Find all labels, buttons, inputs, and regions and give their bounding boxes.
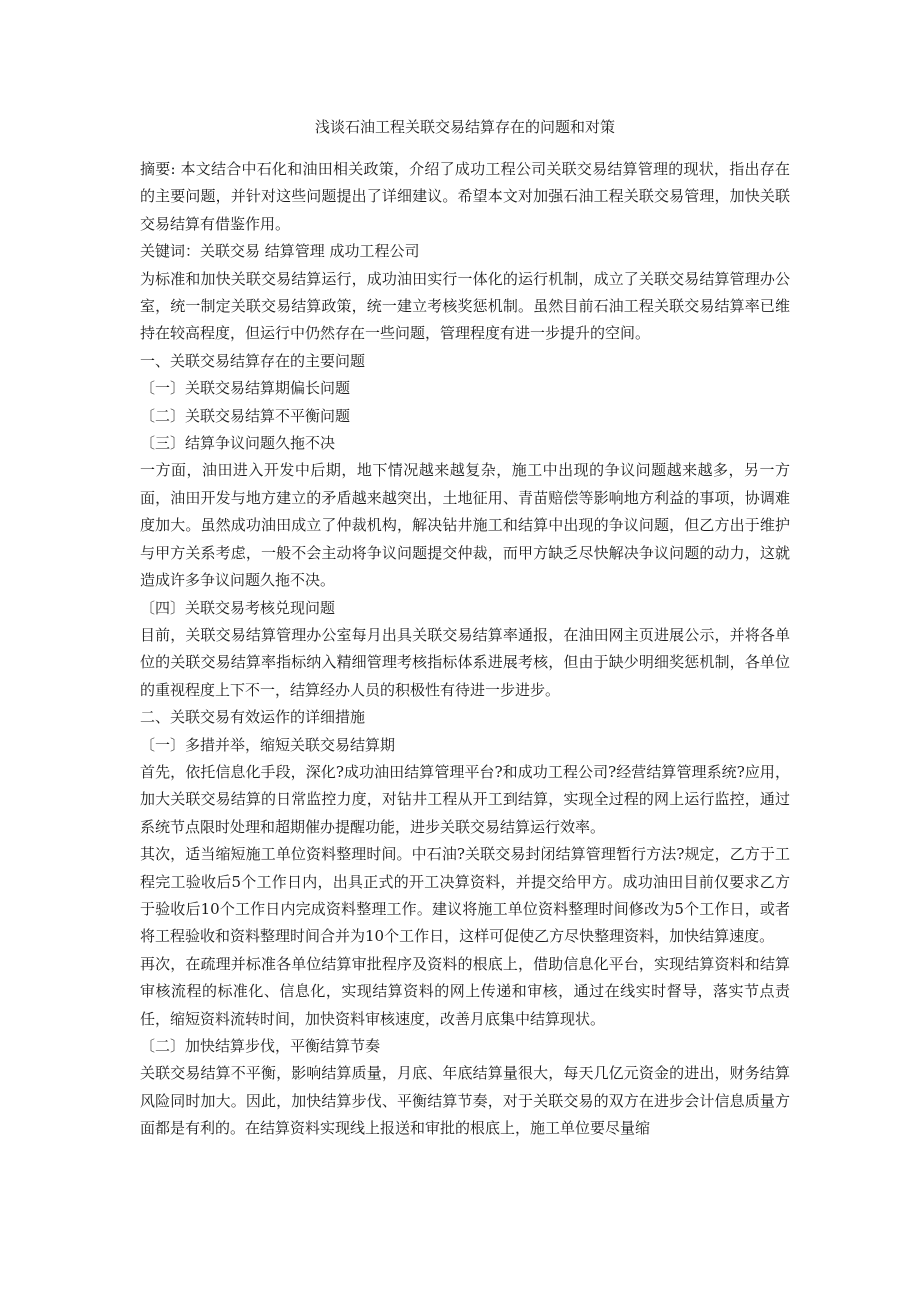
measure-third-paragraph: 再次，在疏理并标准各单位结算审批程序及资料的根底上，借助信息化平台，实现结算资料和结算审核流程的标准化、信息化，实现结算资料的网上传递和审核，通过在线实时督导，落实节点责任，缩短资料流转时间，加快资料审核速度，改善月底集中结算现状。: [140, 954, 790, 1028]
subsection-heading-2-2: 〔二〕加快结算步伐，平衡结算节奏: [140, 1037, 381, 1055]
subsection-heading-1-3: 〔三〕结算争议问题久拖不决: [140, 434, 336, 453]
keywords-line: 关键词：关联交易 结算管理 成功工程公司: [140, 242, 420, 261]
document-body: [140, 156, 790, 1143]
subsection-heading-1-4: 〔四〕关联交易考核兑现问题: [140, 598, 336, 617]
balance-paragraph: 关联交易结算不平衡，影响结算质量，月底、年底结算量很大，每天几亿元资金的进出，财务结算风险同时加大。因此，加快结算步伐、平衡结算节奏，对于关联交易的双方在进步会计信息质量方面都是有利的。在结算资料实现线上报送和审批的根底上，施工单位要尽量缩: [140, 1064, 790, 1138]
subsection-heading-1-1: 〔一〕关联交易结算期偏长问题: [140, 379, 351, 398]
document-title: 浅谈石油工程关联交易结算存在的问题和对策: [314, 118, 615, 136]
subsection-heading-2-1: 〔一〕多措并举，缩短关联交易结算期: [140, 735, 396, 754]
measure-first-paragraph: 首先，依托信息化手段，深化?成功油田结算管理平台?和成功工程公司?经营结算管理系统?应用，加大关联交易结算的日常监控力度，对钻井工程从开工到结算，实现全过程的网上运行监控，通过系统节点限时处理和超期催办提醒功能，进步关联交易结算运行效率。: [140, 762, 790, 836]
intro-paragraph: 为标准和加快关联交易结算运行，成功油田实行一体化的运行机制，成立了关联交易结算管理办公室，统一制定关联交易结算政策，统一建立考核奖惩机制。虽然目前石油工程关联交易结算率已维持在较高程度，但运行中仍然存在一些问题，管理程度有进一步提升的空间。: [140, 269, 790, 343]
assessment-paragraph: 目前，关联交易结算管理办公室每月出具关联交易结算率通报，在油田网主页进展公示，并将各单位的关联交易结算率指标纳入精细管理考核指标体系进展考核，但由于缺少明细奖惩机制，各单位的重视程度上下不一，结算经办人员的积极性有待进一步进步。: [140, 625, 790, 699]
subsection-heading-1-2: 〔二〕关联交易结算不平衡问题: [140, 406, 351, 425]
dispute-paragraph: 一方面，油田进入开发中后期，地下情况越来越复杂，施工中出现的争议问题越来越多，另一方面，油田开发与地方建立的矛盾越来越突出，土地征用、青苗赔偿等影响地方利益的事项，协调难度加大。虽然成功油田成立了仲裁机构，解决钻井施工和结算中出现的争议问题，但乙方出于维护与甲方关系考虑，一般不会主动将争议问题提交仲裁，而甲方缺乏尽快解决争议问题的动力，这就造成许多争议问题久拖不决。: [140, 461, 790, 590]
section-heading-2: 二、关联交易有效运作的详细措施: [140, 708, 366, 727]
abstract-paragraph: 摘要: 本文结合中石化和油田相关政策，介绍了成功工程公司关联交易结算管理的现状，指出存在的主要问题，并针对这些问题提出了详细建议。希望本文对加强石油工程关联交易管理，加快关联交易结算有借鉴作用。: [140, 160, 790, 233]
measure-second-paragraph: 其次，适当缩短施工单位资料整理时间。中石油?关联交易封闭结算管理暂行方法?规定，乙方于工程完工验收后5个工作日内，出具正式的开工决算资料，并提交给甲方。成功油田目前仅要求乙方于验收后10个工作日内完成资料整理工作。建议将施工单位资料整理时间修改为5个工作日，或者将工程验收和资料整理时间合并为10个工作日，这样可促使乙方尽快整理资料，加快结算速度。: [140, 845, 790, 946]
section-heading-1: 一、关联交易结算存在的主要问题: [140, 351, 366, 370]
